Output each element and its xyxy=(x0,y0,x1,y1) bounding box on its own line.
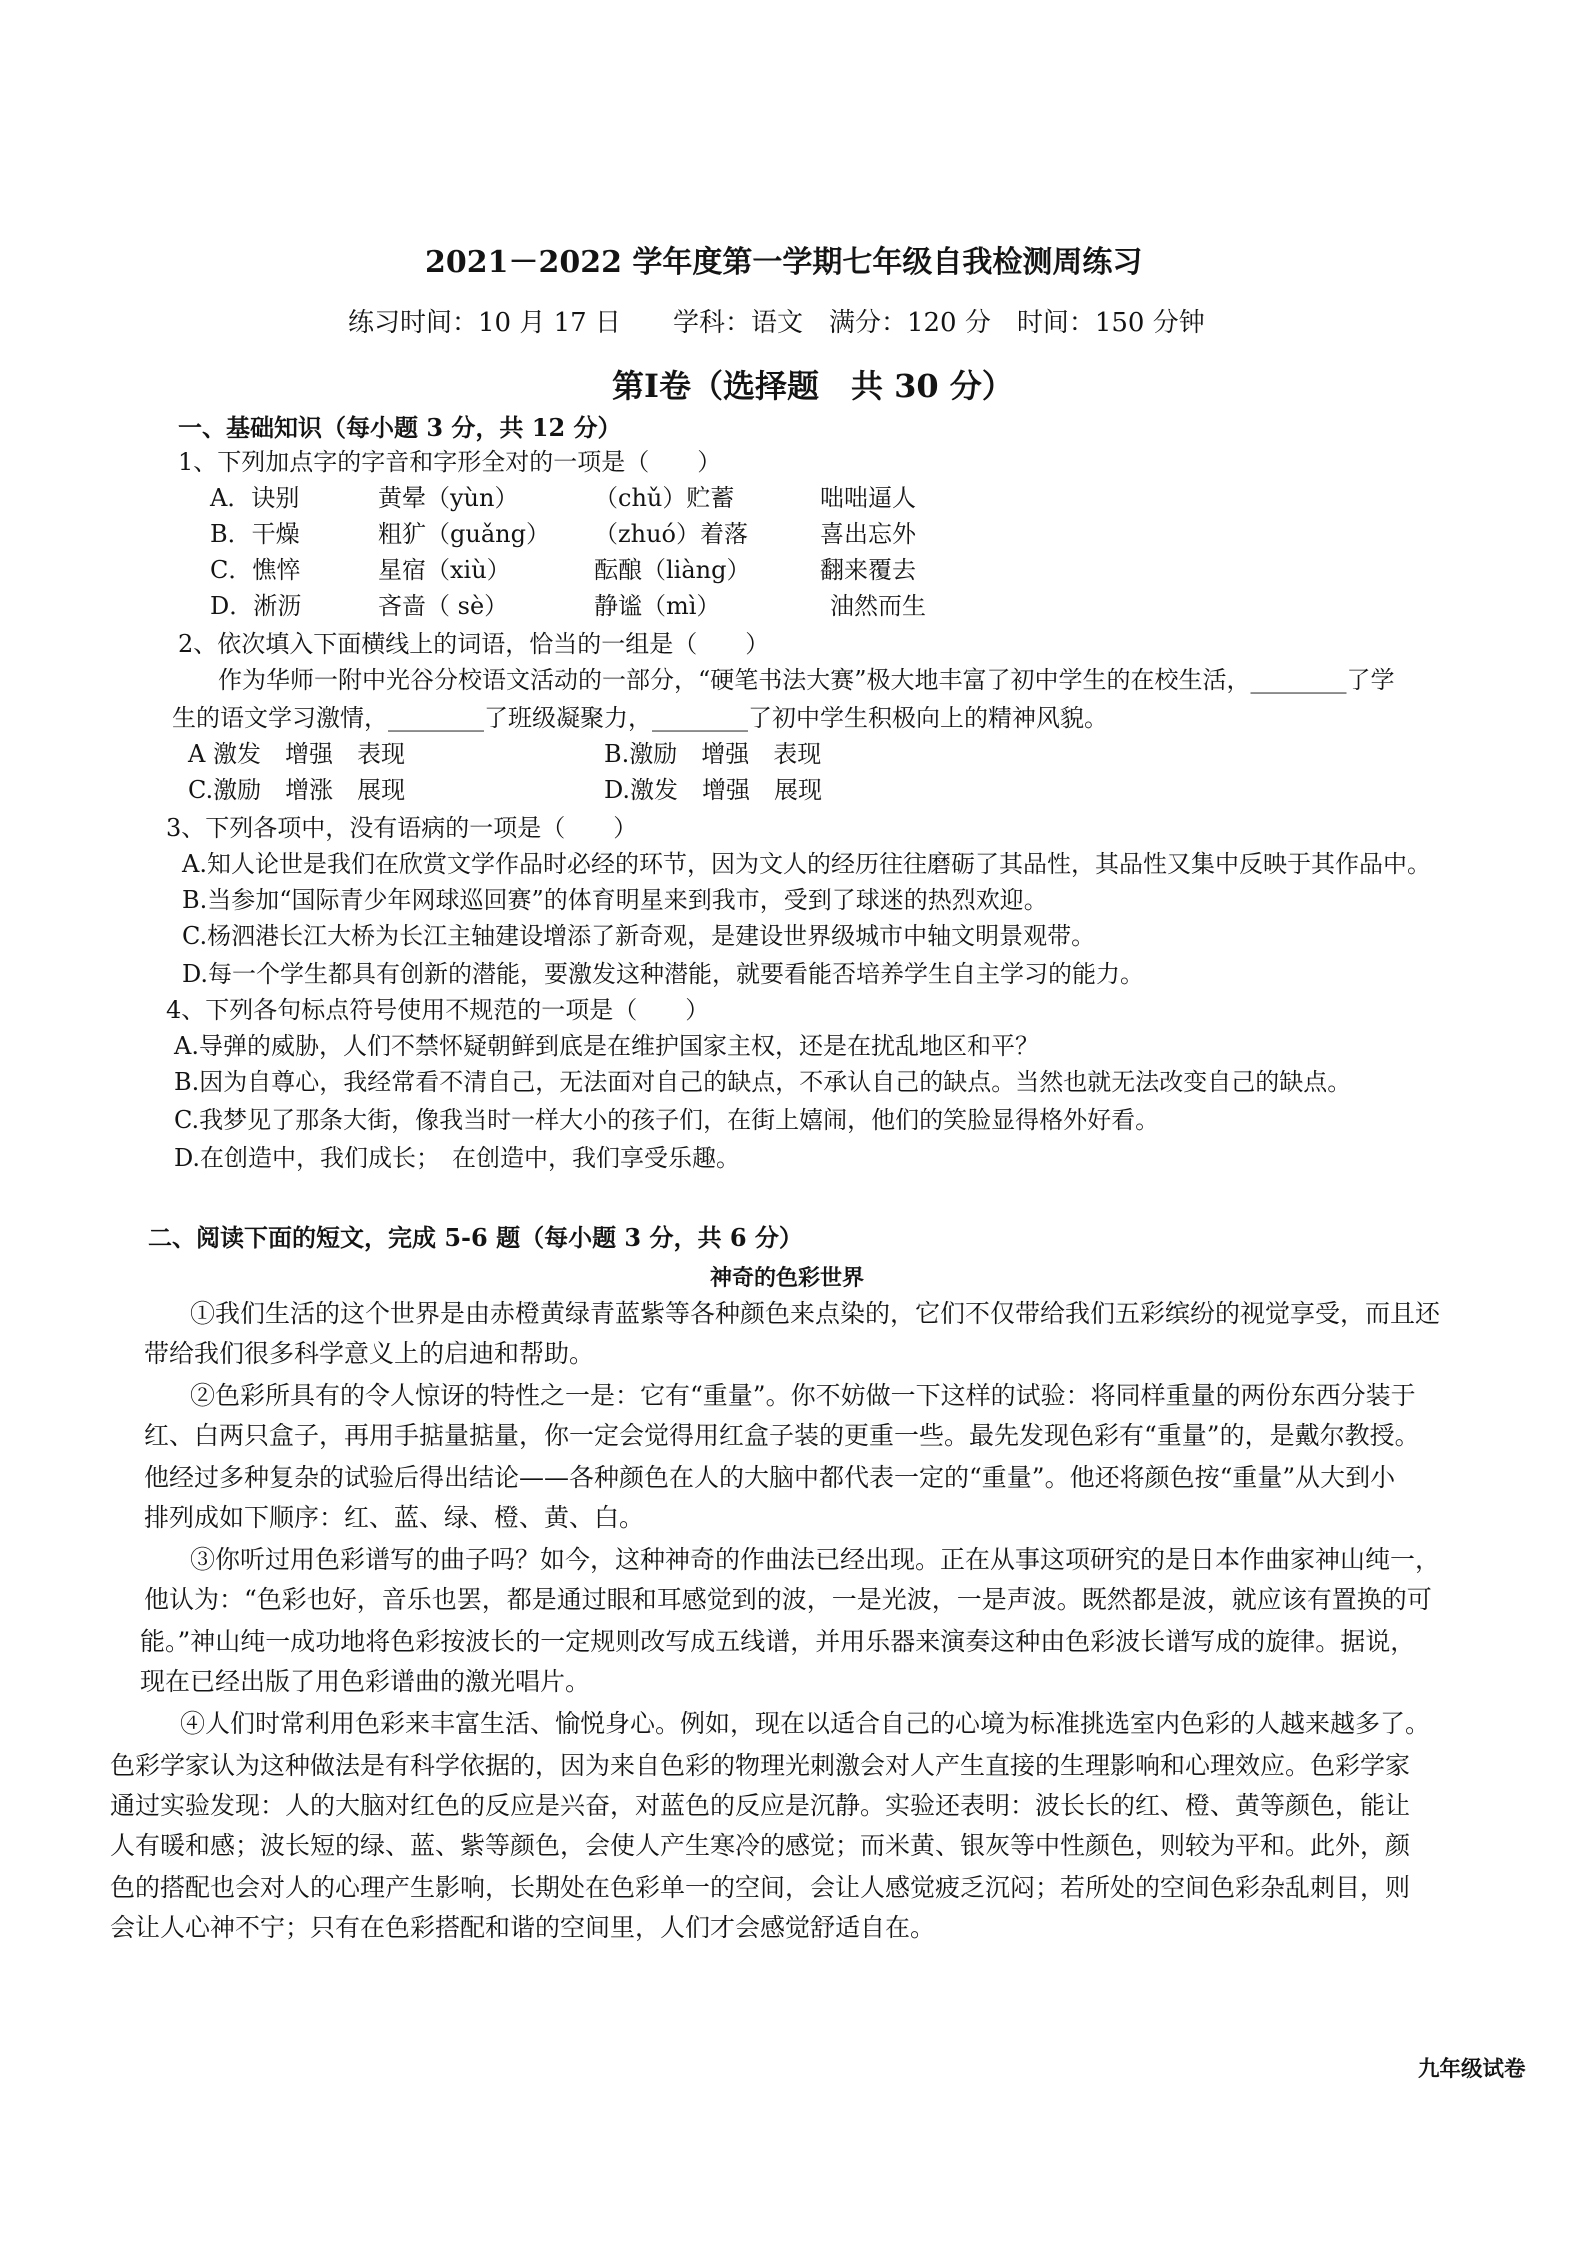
q1-b-col3: （zhuó）着落 xyxy=(594,520,749,548)
paragraph-1-line1: ①我们生活的这个世界是由赤橙黄绿青蓝紫等各种颜色来点染的，它们不仅带给我们五彩缤纷的视觉享受，而且还 xyxy=(190,1299,1441,1328)
q1-d-col1: D．淅沥 xyxy=(210,592,302,620)
q1-b-col2: 粗犷（guǎng） xyxy=(378,520,550,548)
page-footer: 九年级试卷 xyxy=(1418,2057,1526,2082)
paragraph-3-line1: ③你听过用色彩谱写的曲子吗？如今，这种神奇的作曲法已经出现。正在从事这项研究的是日本作曲家神山纯一， xyxy=(190,1545,1441,1574)
q3-option-a: A.知人论世是我们在欣赏文学作品时必经的环节，因为文人的经历往往磨砺了其品性，其品性又集中反映于其作品中。 xyxy=(182,850,1431,878)
paragraph-4-line1: ④人们时常利用色彩来丰富生活、愉悦身心。例如，现在以适合自己的心境为标准挑选室内色彩的人越来越多了。 xyxy=(180,1709,1431,1738)
paragraph-4-line2: 色彩学家认为这种做法是有科学依据的，因为来自色彩的物理光刺激会对人产生直接的生理影响和心理效应。色彩学家 xyxy=(110,1751,1411,1780)
q1-a-col1: A．诀别 xyxy=(210,484,300,512)
q1-c-col1: C．憔悴 xyxy=(210,556,301,584)
paragraph-1-line2: 带给我们很多科学意义上的启迪和帮助。 xyxy=(144,1339,595,1368)
q2-text-line2: 生的语文学习激情，________了班级凝聚力，________了初中学生积极向上的精神风貌。 xyxy=(172,704,1108,732)
paragraph-2-line2: 红、白两只盒子，再用手掂量掂量，你一定会觉得用红盒子装的更重一些。最先发现色彩有“重量”的，是戴尔教授。 xyxy=(144,1421,1420,1450)
paragraph-4-line5: 色的搭配也会对人的心理产生影响，长期处在色彩单一的空间，会让人感觉疲乏沉闷；若所处的空间色彩杂乱刺目，则 xyxy=(110,1873,1411,1902)
q4-option-b: B.因为自尊心，我经常看不清自己，无法面对自己的缺点，不承认自己的缺点。当然也就无法改变自己的缺点。 xyxy=(174,1068,1352,1096)
q2-option-d: D.激发 增强 展现 xyxy=(604,776,823,804)
volume-heading: 第Ⅰ卷（选择题 共 30 分） xyxy=(612,367,1014,405)
q3-option-d: D.每一个学生都具有创新的潜能，要激发这种潜能，就要看能否培养学生自主学习的能力。 xyxy=(182,960,1145,988)
q2-text-line1: 作为华师一附中光谷分校语文活动的一部分，“硬笔书法大赛”极大地丰富了初中学生的在校生活，________了学 xyxy=(218,666,1395,694)
q4-option-d: D.在创造中，我们成长； 在创造中，我们享受乐趣。 xyxy=(174,1144,741,1172)
q4-option-a: A.导弹的威胁，人们不禁怀疑朝鲜到底是在维护国家主权，还是在扰乱地区和平？ xyxy=(174,1032,1039,1060)
q1-b-col4: 喜出忘外 xyxy=(820,520,916,548)
paragraph-2-line3: 他经过多种复杂的试验后得出结论——各种颜色在人的大脑中都代表一定的“重量”。他还将颜色按“重量”从大到小 xyxy=(144,1463,1396,1492)
paragraph-2-line1: ②色彩所具有的令人惊讶的特性之一是：它有“重量”。你不妨做一下这样的试验：将同样重量的两份东西分装于 xyxy=(190,1381,1416,1410)
paragraph-4-line6: 会让人心神不宁；只有在色彩搭配和谐的空间里，人们才会感觉舒适自在。 xyxy=(110,1913,936,1942)
q1-stem: 1、下列加点字的字音和字形全对的一项是（ ） xyxy=(178,448,722,476)
q1-d-col2: 吝啬（ sè） xyxy=(378,592,509,620)
paragraph-4-line4: 人有暖和感；波长短的绿、蓝、紫等颜色，会使人产生寒冷的感觉；而米黄、银灰等中性颜色，则较为平和。此外，颜 xyxy=(110,1831,1411,1860)
q2-option-a: A 激发 增强 表现 xyxy=(188,740,405,768)
paragraph-4-line3: 通过实验发现：人的大脑对红色的反应是兴奋，对蓝色的反应是沉静。实验还表明：波长长的红、橙、黄等颜色，能让 xyxy=(110,1791,1411,1820)
q1-a-col2: 黄晕（yùn） xyxy=(378,484,519,512)
q1-c-col3: 酝酿（liàng） xyxy=(594,556,751,584)
passage-title: 神奇的色彩世界 xyxy=(710,1265,865,1291)
q3-option-b: B.当参加“国际青少年网球巡回赛”的体育明星来到我市，受到了球迷的热烈欢迎。 xyxy=(182,886,1048,914)
exam-title: 2021－2022 学年度第一学期七年级自我检测周练习 xyxy=(425,245,1143,280)
q1-a-col3: （chǔ）贮蓄 xyxy=(594,484,735,512)
q2-stem: 2、依次填入下面横线上的词语，恰当的一组是（ ） xyxy=(178,630,770,658)
q4-stem: 4、下列各句标点符号使用不规范的一项是（ ） xyxy=(166,996,710,1024)
paragraph-3-line4: 现在已经出版了用色彩谱曲的激光唱片。 xyxy=(140,1667,591,1696)
q1-d-col4: 油然而生 xyxy=(830,592,926,620)
section1-heading: 一、基础知识（每小题 3 分，共 12 分） xyxy=(178,413,622,442)
exam-meta: 练习时间：10 月 17 日 学科：语文 满分：120 分 时间：150 分钟 xyxy=(348,308,1205,338)
paragraph-3-line3: 能。”神山纯一成功地将色彩按波长的一定规则改写成五线谱，并用乐器来演奏这种由色彩波长谱写成的旋律。据说， xyxy=(140,1627,1416,1656)
q2-option-c: C.激励 增涨 展现 xyxy=(188,776,406,804)
paragraph-3-line2: 他认为：“色彩也好，音乐也罢，都是通过眼和耳感觉到的波，一是光波，一是声波。既然都是波，就应该有置换的可 xyxy=(144,1585,1432,1614)
q3-stem: 3、下列各项中，没有语病的一项是（ ） xyxy=(166,814,638,842)
q3-option-c: C.杨泗港长江大桥为长江主轴建设增添了新奇观，是建设世界级城市中轴文明景观带。 xyxy=(182,922,1096,950)
paragraph-2-line4: 排列成如下顺序：红、蓝、绿、橙、黄、白。 xyxy=(144,1503,645,1532)
q1-c-col4: 翻来覆去 xyxy=(820,556,916,584)
q1-d-col3: 静谧（mì） xyxy=(594,592,721,620)
section2-heading: 二、阅读下面的短文，完成 5-6 题（每小题 3 分，共 6 分） xyxy=(148,1223,803,1252)
q2-option-b: B.激励 增强 表现 xyxy=(604,740,822,768)
q4-option-c: C.我梦见了那条大街，像我当时一样大小的孩子们，在街上嬉闹，他们的笑脸显得格外好看。 xyxy=(174,1106,1160,1134)
q1-b-col1: B．干燥 xyxy=(210,520,300,548)
q1-a-col4: 咄咄逼人 xyxy=(820,484,916,512)
q1-c-col2: 星宿（xiù） xyxy=(378,556,511,584)
